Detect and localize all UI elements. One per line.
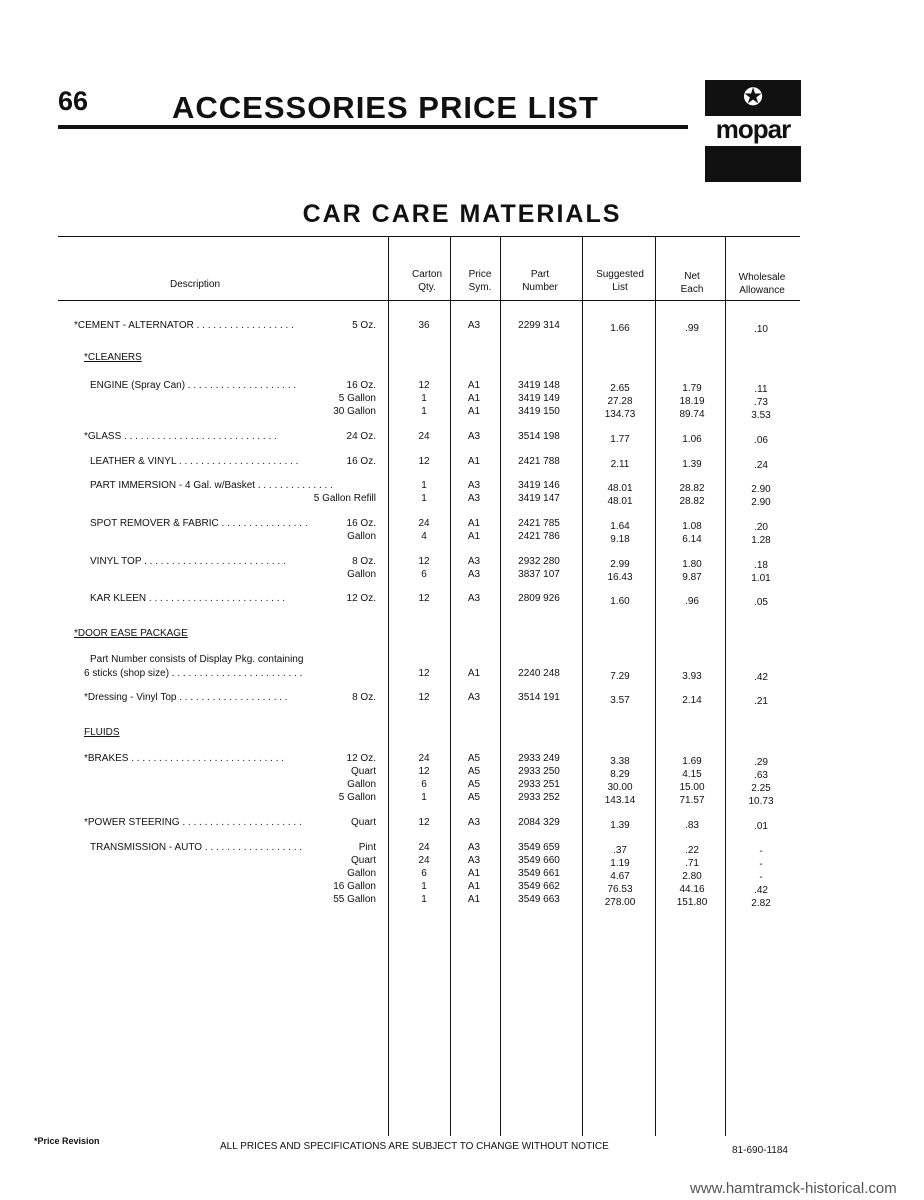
row-suggested-list: 134.73 xyxy=(604,409,636,420)
row-price-sym: A1 xyxy=(467,881,481,892)
row-size: 16 Oz. xyxy=(346,380,376,391)
row-part-number: 3549 663 xyxy=(518,894,560,905)
row-net-each: 1.69 xyxy=(682,756,702,767)
row-price-sym: A3 xyxy=(467,556,481,567)
header-carton-qty xyxy=(396,268,458,294)
row-description: PART IMMERSION - 4 Gal. w/Basket . . . . . . . . . . . . . . xyxy=(90,480,333,491)
row-suggested-list: 1.77 xyxy=(610,434,630,445)
row-net-each: 151.80 xyxy=(676,897,708,908)
row-carton-qty: 12 xyxy=(418,456,430,467)
row-part-number: 3549 659 xyxy=(518,842,560,853)
row-suggested-list: 7.29 xyxy=(610,671,630,682)
row-wholesale-allowance: 1.01 xyxy=(751,573,771,584)
row-wholesale-allowance: .05 xyxy=(754,597,768,608)
page-number: 66 xyxy=(58,86,89,116)
column-divider xyxy=(582,236,583,1136)
row-carton-qty: 12 xyxy=(418,817,430,828)
row-wholesale-allowance: .42 xyxy=(754,885,768,896)
row-part-number: 2933 250 xyxy=(518,766,560,777)
row-carton-qty: 24 xyxy=(418,855,430,866)
row-net-each: 2.14 xyxy=(682,695,702,706)
row-carton-qty: 12 xyxy=(418,380,430,391)
header-line: Allowance xyxy=(739,285,785,296)
row-carton-qty: 24 xyxy=(418,842,430,853)
row-carton-qty: 24 xyxy=(418,518,430,529)
logo-bottom-block xyxy=(705,146,801,182)
row-price-sym: A1 xyxy=(467,456,481,467)
header-net-each xyxy=(660,270,724,296)
row-net-each: .99 xyxy=(685,323,699,334)
row-carton-qty: 1 xyxy=(421,406,427,417)
row-carton-qty: 1 xyxy=(421,480,427,491)
row-size: Quart xyxy=(350,855,376,866)
page-title: ACCESSORIES PRICE LIST xyxy=(172,90,599,125)
row-description: *GLASS . . . . . . . . . . . . . . . . . . . . . . . . . . . . xyxy=(84,431,277,442)
header-line: Sym. xyxy=(468,282,492,293)
row-net-each: .83 xyxy=(685,820,699,831)
row-carton-qty: 12 xyxy=(418,593,430,604)
row-price-sym: A1 xyxy=(467,668,481,679)
row-net-each: 4.15 xyxy=(682,769,702,780)
row-wholesale-allowance: - xyxy=(759,872,763,883)
table-top-rule xyxy=(58,236,800,237)
header-line: Suggested xyxy=(596,269,644,280)
row-size: 5 Gallon Refill xyxy=(313,493,376,504)
row-suggested-list: 3.38 xyxy=(610,756,630,767)
section-title: CAR CARE MATERIALS xyxy=(302,200,622,228)
header-part-number xyxy=(506,268,574,294)
row-price-sym: A1 xyxy=(467,894,481,905)
row-size: 24 Oz. xyxy=(346,431,376,442)
row-description: LEATHER & VINYL . . . . . . . . . . . . . . . . . . . . . . xyxy=(90,456,299,467)
row-price-sym: A5 xyxy=(467,753,481,764)
header-description: Description xyxy=(169,279,221,290)
row-description: *CLEANERS xyxy=(84,352,142,363)
row-description: TRANSMISSION - AUTO . . . . . . . . . . . . . . . . . . xyxy=(90,842,303,853)
row-carton-qty: 24 xyxy=(418,753,430,764)
column-divider xyxy=(500,236,501,1136)
header-price-sym xyxy=(452,268,508,294)
row-carton-qty: 1 xyxy=(421,894,427,905)
row-carton-qty: 6 xyxy=(421,779,427,790)
row-wholesale-allowance: .42 xyxy=(754,672,768,683)
row-suggested-list: 1.39 xyxy=(610,820,630,831)
row-price-sym: A1 xyxy=(467,531,481,542)
row-description: *BRAKES . . . . . . . . . . . . . . . . . . . . . . . . . . . . xyxy=(84,753,285,764)
row-net-each: 1.80 xyxy=(682,559,702,570)
column-divider xyxy=(725,236,726,1136)
row-suggested-list: 143.14 xyxy=(604,795,636,806)
row-price-sym: A1 xyxy=(467,406,481,417)
row-suggested-list: 1.64 xyxy=(610,521,630,532)
row-carton-qty: 36 xyxy=(418,320,430,331)
row-suggested-list: 2.11 xyxy=(610,459,630,470)
row-net-each: 71.57 xyxy=(679,795,705,806)
row-suggested-list: 2.99 xyxy=(610,559,630,570)
row-part-number: 3419 150 xyxy=(518,406,560,417)
watermark-website: www.hamtramck-historical.com xyxy=(690,1180,897,1197)
row-suggested-list: 76.53 xyxy=(607,884,633,895)
row-size: Quart xyxy=(350,817,376,828)
header-bottom-rule xyxy=(58,300,800,301)
row-carton-qty: 1 xyxy=(421,792,427,803)
header-line: Number xyxy=(522,282,558,293)
row-wholesale-allowance: 2.25 xyxy=(751,783,771,794)
row-part-number: 2932 280 xyxy=(518,556,560,567)
row-size: 5 Gallon xyxy=(338,393,376,404)
row-carton-qty: 12 xyxy=(418,556,430,567)
row-wholesale-allowance: .18 xyxy=(754,560,768,571)
row-wholesale-allowance: 1.28 xyxy=(751,535,771,546)
column-divider xyxy=(450,236,451,1136)
header-line: Wholesale xyxy=(738,272,786,283)
row-wholesale-allowance: .63 xyxy=(754,770,768,781)
footer-notice: ALL PRICES AND SPECIFICATIONS ARE SUBJECT TO CHANGE WITHOUT NOTICE xyxy=(220,1141,609,1152)
row-wholesale-allowance: .06 xyxy=(754,435,768,446)
row-part-number: 3419 149 xyxy=(518,393,560,404)
row-size: Gallon xyxy=(347,531,376,542)
header-wholesale xyxy=(728,271,796,297)
row-part-number: 2084 329 xyxy=(518,817,560,828)
column-divider xyxy=(655,236,656,1136)
row-size: 55 Gallon xyxy=(333,894,376,905)
row-suggested-list: 48.01 xyxy=(607,483,633,494)
row-price-sym: A3 xyxy=(467,855,481,866)
row-carton-qty: 12 xyxy=(418,692,430,703)
row-suggested-list: 4.67 xyxy=(610,871,630,882)
row-part-number: 2421 785 xyxy=(518,518,560,529)
row-price-sym: A3 xyxy=(467,842,481,853)
row-part-number: 2240 248 xyxy=(518,668,560,679)
row-carton-qty: 1 xyxy=(421,493,427,504)
row-part-number: 3514 191 xyxy=(518,692,560,703)
row-carton-qty: 24 xyxy=(418,431,430,442)
row-wholesale-allowance: .01 xyxy=(754,821,768,832)
row-wholesale-allowance: .20 xyxy=(754,522,768,533)
row-price-sym: A1 xyxy=(467,380,481,391)
row-carton-qty: 6 xyxy=(421,569,427,580)
row-net-each: 1.06 xyxy=(682,434,702,445)
row-description: *POWER STEERING . . . . . . . . . . . . . . . . . . . . . . xyxy=(84,817,302,828)
header-suggested-list xyxy=(588,268,652,294)
row-description: Part Number consists of Display Pkg. containing xyxy=(90,654,304,665)
row-part-number: 3549 661 xyxy=(518,868,560,879)
row-part-number: 3514 198 xyxy=(518,431,560,442)
mopar-logo: mopar xyxy=(715,114,791,144)
row-part-number: 2933 249 xyxy=(518,753,560,764)
row-net-each: 6.14 xyxy=(682,534,702,545)
row-description: FLUIDS xyxy=(84,727,120,738)
row-net-each: 1.79 xyxy=(682,383,702,394)
row-part-number: 3837 107 xyxy=(518,569,560,580)
row-size: Quart xyxy=(350,766,376,777)
row-description: VINYL TOP . . . . . . . . . . . . . . . . . . . . . . . . . . xyxy=(90,556,286,567)
row-size: 12 Oz. xyxy=(346,753,376,764)
row-price-sym: A5 xyxy=(467,792,481,803)
header-line: Part xyxy=(530,269,550,280)
row-size: 8 Oz. xyxy=(352,556,376,567)
row-suggested-list: 48.01 xyxy=(607,496,633,507)
row-suggested-list: .37 xyxy=(613,845,627,856)
row-price-sym: A3 xyxy=(467,493,481,504)
row-price-sym: A3 xyxy=(467,817,481,828)
row-suggested-list: 3.57 xyxy=(610,695,630,706)
row-carton-qty: 12 xyxy=(418,766,430,777)
price-revision-note: *Price Revision xyxy=(34,1136,100,1146)
row-carton-qty: 6 xyxy=(421,868,427,879)
row-suggested-list: 1.66 xyxy=(610,323,630,334)
row-wholesale-allowance: .11 xyxy=(754,384,768,395)
row-net-each: .22 xyxy=(685,845,699,856)
row-net-each: 1.39 xyxy=(682,459,702,470)
header-line: Net xyxy=(684,271,700,282)
row-net-each: 28.82 xyxy=(679,483,705,494)
row-part-number: 3549 660 xyxy=(518,855,560,866)
header-line: Price xyxy=(468,269,492,280)
row-price-sym: A1 xyxy=(467,393,481,404)
row-description: SPOT REMOVER & FABRIC . . . . . . . . . . . . . . . . xyxy=(90,518,308,529)
header-line: List xyxy=(612,282,628,293)
row-wholesale-allowance: .10 xyxy=(754,324,768,335)
row-size: 16 Oz. xyxy=(346,518,376,529)
row-size: 16 Oz. xyxy=(346,456,376,467)
row-size: 30 Gallon xyxy=(333,406,376,417)
row-suggested-list: 1.60 xyxy=(610,596,630,607)
row-net-each: 1.08 xyxy=(682,521,702,532)
row-net-each: .71 xyxy=(685,858,699,869)
row-net-each: 28.82 xyxy=(679,496,705,507)
row-size: Gallon xyxy=(347,779,376,790)
row-suggested-list: 8.29 xyxy=(610,769,630,780)
row-suggested-list: 30.00 xyxy=(607,782,633,793)
row-wholesale-allowance: .21 xyxy=(754,696,768,707)
row-net-each: 44.16 xyxy=(679,884,705,895)
row-price-sym: A3 xyxy=(467,692,481,703)
row-net-each: 18.19 xyxy=(679,396,705,407)
row-price-sym: A1 xyxy=(467,868,481,879)
row-size: 5 Oz. xyxy=(352,320,376,331)
row-size: 8 Oz. xyxy=(352,692,376,703)
header-line: Carton xyxy=(411,269,442,280)
row-suggested-list: 278.00 xyxy=(604,897,636,908)
row-size: Pint xyxy=(358,842,376,853)
row-wholesale-allowance: 3.53 xyxy=(751,410,771,421)
row-carton-qty: 12 xyxy=(418,668,430,679)
title-rule xyxy=(58,125,688,129)
row-price-sym: A5 xyxy=(467,779,481,790)
row-size: Gallon xyxy=(347,569,376,580)
row-size: 12 Oz. xyxy=(346,593,376,604)
row-part-number: 2933 252 xyxy=(518,792,560,803)
row-wholesale-allowance: 2.82 xyxy=(751,898,771,909)
row-price-sym: A3 xyxy=(467,320,481,331)
row-size: Gallon xyxy=(347,868,376,879)
row-description: 6 sticks (shop size) . . . . . . . . . . . . . . . . . . . . . . . . xyxy=(84,668,303,679)
row-price-sym: A1 xyxy=(467,518,481,529)
row-part-number: 3419 148 xyxy=(518,380,560,391)
row-wholesale-allowance: .73 xyxy=(754,397,768,408)
row-size: 16 Gallon xyxy=(333,881,376,892)
column-divider xyxy=(388,236,389,1136)
row-wholesale-allowance: 2.90 xyxy=(751,497,771,508)
row-part-number: 3549 662 xyxy=(518,881,560,892)
row-net-each: 3.93 xyxy=(682,671,702,682)
document-code: 81-690-1184 xyxy=(732,1145,788,1156)
row-price-sym: A3 xyxy=(467,480,481,491)
row-suggested-list: 2.65 xyxy=(610,383,630,394)
row-description: *CEMENT - ALTERNATOR . . . . . . . . . . . . . . . . . . xyxy=(74,320,294,331)
row-part-number: 2933 251 xyxy=(518,779,560,790)
row-part-number: 3419 146 xyxy=(518,480,560,491)
row-description: *DOOR EASE PACKAGE xyxy=(74,628,188,639)
row-net-each: .96 xyxy=(685,596,699,607)
row-net-each: 2.80 xyxy=(682,871,702,882)
row-price-sym: A3 xyxy=(467,569,481,580)
row-description: KAR KLEEN . . . . . . . . . . . . . . . . . . . . . . . . . xyxy=(90,593,286,604)
row-suggested-list: 9.18 xyxy=(610,534,630,545)
row-wholesale-allowance: - xyxy=(759,859,763,870)
row-net-each: 89.74 xyxy=(679,409,705,420)
row-description: ENGINE (Spray Can) . . . . . . . . . . . . . . . . . . . . xyxy=(90,380,297,391)
pentastar-icon: ✪ xyxy=(742,84,764,111)
row-carton-qty: 1 xyxy=(421,881,427,892)
row-wholesale-allowance: .24 xyxy=(754,460,768,471)
row-size: 5 Gallon xyxy=(338,792,376,803)
row-suggested-list: 27.28 xyxy=(607,396,633,407)
row-price-sym: A3 xyxy=(467,431,481,442)
row-part-number: 2421 786 xyxy=(518,531,560,542)
row-wholesale-allowance: .29 xyxy=(754,757,768,768)
row-part-number: 2809 926 xyxy=(518,593,560,604)
row-wholesale-allowance: 10.73 xyxy=(748,796,774,807)
row-wholesale-allowance: 2.90 xyxy=(751,484,771,495)
header-line: Each xyxy=(680,284,704,295)
row-part-number: 2421 788 xyxy=(518,456,560,467)
row-suggested-list: 1.19 xyxy=(610,858,630,869)
header-line: Qty. xyxy=(418,282,436,293)
row-wholesale-allowance: - xyxy=(759,846,763,857)
row-carton-qty: 1 xyxy=(421,393,427,404)
row-suggested-list: 16.43 xyxy=(607,572,633,583)
row-description: *Dressing - Vinyl Top . . . . . . . . . . . . . . . . . . . . xyxy=(84,692,288,703)
row-net-each: 15.00 xyxy=(679,782,705,793)
row-net-each: 9.87 xyxy=(682,572,702,583)
row-price-sym: A5 xyxy=(467,766,481,777)
row-part-number: 3419 147 xyxy=(518,493,560,504)
row-price-sym: A3 xyxy=(467,593,481,604)
row-part-number: 2299 314 xyxy=(518,320,560,331)
row-carton-qty: 4 xyxy=(421,531,427,542)
